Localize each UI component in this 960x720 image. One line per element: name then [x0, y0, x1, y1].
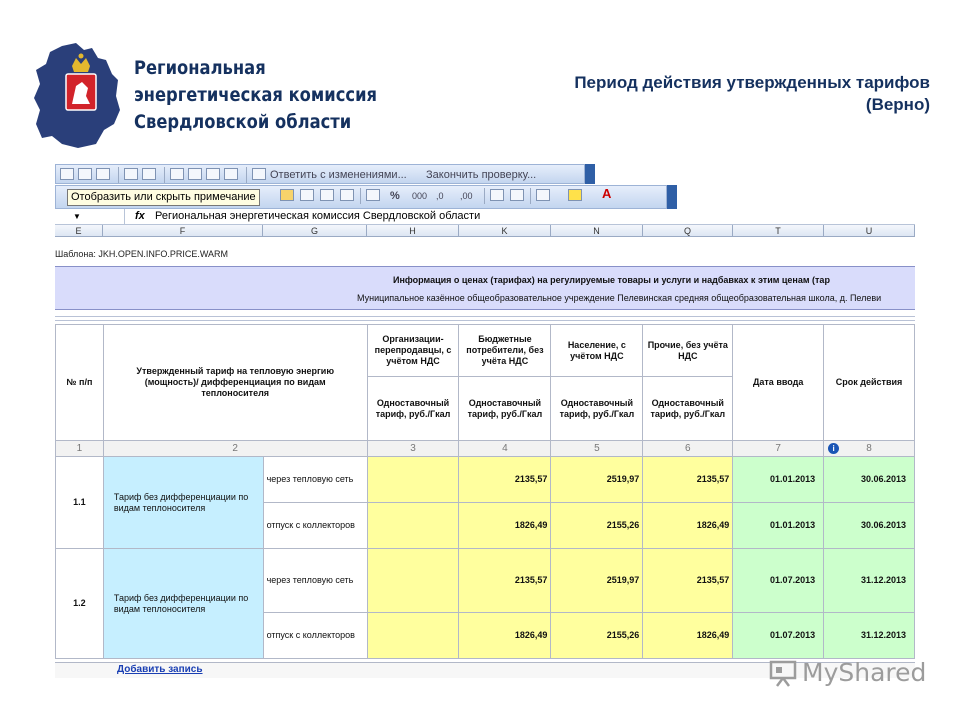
end-review-button[interactable]: Закончить проверку... — [426, 169, 537, 181]
tariff-population[interactable]: 2519,97 — [551, 457, 643, 503]
reply-icon[interactable] — [224, 168, 238, 180]
header-sub-tariff: Одноставочный тариф, руб./Гкал — [459, 377, 551, 441]
info-organization: Муниципальное казённое общеобразовательное учреждение Пелевинская средняя общеобразовательная школа, д. Пелеви — [357, 293, 882, 303]
format-toolbar-options-chevron[interactable] — [667, 185, 677, 209]
tariff-other[interactable]: 2135,57 — [643, 457, 733, 503]
table-row — [56, 457, 915, 503]
tariff-population[interactable]: 2155,26 — [551, 503, 643, 549]
formula-content[interactable]: Региональная энергетическая комиссия Свердловской области — [155, 210, 481, 222]
align-center-icon[interactable] — [300, 189, 314, 201]
toolbar-options-chevron[interactable] — [585, 164, 595, 184]
tariff-other[interactable]: 1826,49 — [643, 503, 733, 549]
name-box-dropdown-icon[interactable]: ▼ — [73, 212, 81, 221]
fill-color-icon[interactable] — [568, 189, 582, 201]
col-number: 3 — [367, 441, 459, 457]
tariff-budget[interactable]: 1826,49 — [459, 613, 551, 659]
thousands-button[interactable]: 000 — [412, 191, 428, 201]
delete-comment-icon[interactable] — [96, 168, 110, 180]
reply-with-changes-button[interactable]: Ответить с изменениями... — [270, 169, 407, 181]
presentation-icon — [768, 658, 798, 688]
col-number: i 8 — [824, 441, 915, 457]
align-right-icon[interactable] — [320, 189, 334, 201]
column-header-f[interactable]: F — [103, 225, 263, 237]
row-description: Тариф без дифференциации по видам теплоносителя — [103, 549, 263, 659]
tariff-resellers[interactable] — [367, 549, 459, 613]
col-number: 2 — [103, 441, 367, 457]
header-population: Население, с учётом НДС — [551, 325, 643, 377]
col-number: 5 — [551, 441, 643, 457]
tariff-resellers[interactable] — [367, 613, 459, 659]
supply-type: через тепловую сеть — [263, 549, 367, 613]
decrease-decimal-button[interactable]: ,00 — [460, 191, 473, 201]
increase-indent-icon[interactable] — [510, 189, 524, 201]
ink-icon[interactable] — [206, 168, 220, 180]
decrease-indent-icon[interactable] — [490, 189, 504, 201]
date-start[interactable]: 01.01.2013 — [733, 503, 824, 549]
header-sub-tariff: Одноставочный тариф, руб./Гкал — [551, 377, 643, 441]
borders-icon[interactable] — [536, 189, 550, 201]
comment-tooltip: Отобразить или скрыть примечание — [67, 189, 260, 206]
tariff-population[interactable]: 2155,26 — [551, 613, 643, 659]
tariff-resellers[interactable] — [367, 503, 459, 549]
align-left-icon[interactable] — [280, 189, 294, 201]
date-start[interactable]: 01.07.2013 — [733, 613, 824, 659]
next-comment-icon[interactable] — [142, 168, 156, 180]
header-date: Дата ввода — [733, 325, 824, 441]
date-term[interactable]: 30.06.2013 — [824, 503, 915, 549]
divider — [55, 316, 915, 317]
info-band — [55, 266, 915, 310]
info-icon[interactable]: i — [828, 443, 839, 454]
header-sub-tariff: Одноставочный тариф, руб./Гкал — [367, 377, 459, 441]
column-header-g[interactable]: G — [263, 225, 367, 237]
header-budget: Бюджетные потребители, без учёта НДС — [459, 325, 551, 377]
header-num: № п/п — [56, 325, 104, 441]
header-term: Срок действия — [824, 325, 915, 441]
formula-bar — [55, 209, 915, 225]
header-other: Прочие, без учёта НДС — [643, 325, 733, 377]
tariff-population[interactable]: 2519,97 — [551, 549, 643, 613]
template-label: Шаблона: JKH.OPEN.INFO.PRICE.WARM — [55, 249, 229, 259]
date-start[interactable]: 01.01.2013 — [733, 457, 824, 503]
tariff-other[interactable]: 2135,57 — [643, 549, 733, 613]
column-header-u[interactable]: U — [824, 225, 915, 237]
column-header-n[interactable]: N — [551, 225, 643, 237]
row-description: Тариф без дифференциации по видам теплоносителя — [103, 457, 263, 549]
header-tariff: Утвержденный тариф на тепловую энергию (мощность)/ дифференциация по видам теплоносителя — [103, 325, 367, 441]
show-all-comments-icon[interactable] — [188, 168, 202, 180]
org-line-2: энергетическая комиссия — [134, 84, 378, 106]
show-comment-icon[interactable] — [170, 168, 184, 180]
tariff-table — [55, 324, 915, 659]
date-term[interactable]: 30.06.2013 — [824, 457, 915, 503]
row-index: 1.2 — [56, 549, 104, 659]
table-row — [56, 549, 915, 613]
col-number: 4 — [459, 441, 551, 457]
tariff-resellers[interactable] — [367, 457, 459, 503]
column-header-row — [55, 225, 915, 237]
header-resellers: Организации-перепродавцы, с учётом НДС — [367, 325, 459, 377]
tariff-budget[interactable]: 2135,57 — [459, 457, 551, 503]
track-changes-icon[interactable] — [252, 168, 266, 180]
title-line: Период действия утвержденных тарифов — [574, 73, 930, 92]
supply-type: отпуск с коллекторов — [263, 613, 367, 659]
review-toolbar — [55, 164, 585, 184]
col-number: 6 — [643, 441, 733, 457]
slide-title — [440, 72, 930, 116]
column-header-t[interactable]: T — [733, 225, 824, 237]
increase-decimal-button[interactable]: ,0 — [436, 191, 444, 201]
supply-type: отпуск с коллекторов — [263, 503, 367, 549]
watermark-text: MyShared — [802, 658, 927, 687]
add-record-link[interactable]: Добавить запись — [117, 664, 203, 675]
tariff-other[interactable]: 1826,49 — [643, 613, 733, 659]
organization-name — [134, 55, 394, 136]
currency-icon[interactable] — [366, 189, 380, 201]
percent-button[interactable]: % — [390, 190, 400, 202]
merge-center-icon[interactable] — [340, 189, 354, 201]
tariff-budget[interactable]: 1826,49 — [459, 503, 551, 549]
info-title: Информация о ценах (тарифах) на регулируемые товары и услуги и надбавках к этим ценам (тар — [393, 275, 830, 285]
column-header-h[interactable]: H — [367, 225, 459, 237]
date-term[interactable]: 31.12.2013 — [824, 549, 915, 613]
column-header-e[interactable]: E — [55, 225, 103, 237]
tariff-budget[interactable]: 2135,57 — [459, 549, 551, 613]
prev-comment-icon[interactable] — [124, 168, 138, 180]
date-start[interactable]: 01.07.2013 — [733, 549, 824, 613]
date-term[interactable]: 31.12.2013 — [824, 613, 915, 659]
org-line-1: Региональная — [134, 57, 266, 79]
org-line-3: Свердловской области — [134, 111, 352, 133]
sverdlovsk-region-logo — [32, 40, 122, 152]
name-box[interactable] — [55, 209, 125, 224]
col-number: 7 — [733, 441, 824, 457]
column-header-k[interactable]: K — [459, 225, 551, 237]
font-color-icon[interactable]: A — [602, 186, 612, 201]
new-comment-icon[interactable] — [60, 168, 74, 180]
fx-icon[interactable]: fx — [135, 210, 145, 222]
title-verdict: (Верно) — [865, 95, 930, 114]
supply-type: через тепловую сеть — [263, 457, 367, 503]
divider — [55, 320, 915, 321]
spreadsheet-screenshot — [55, 164, 915, 678]
row-index: 1.1 — [56, 457, 104, 549]
edit-comment-icon[interactable] — [78, 168, 92, 180]
column-header-q[interactable]: Q — [643, 225, 733, 237]
header-sub-tariff: Одноставочный тариф, руб./Гкал — [643, 377, 733, 441]
col-number: 1 — [56, 441, 104, 457]
